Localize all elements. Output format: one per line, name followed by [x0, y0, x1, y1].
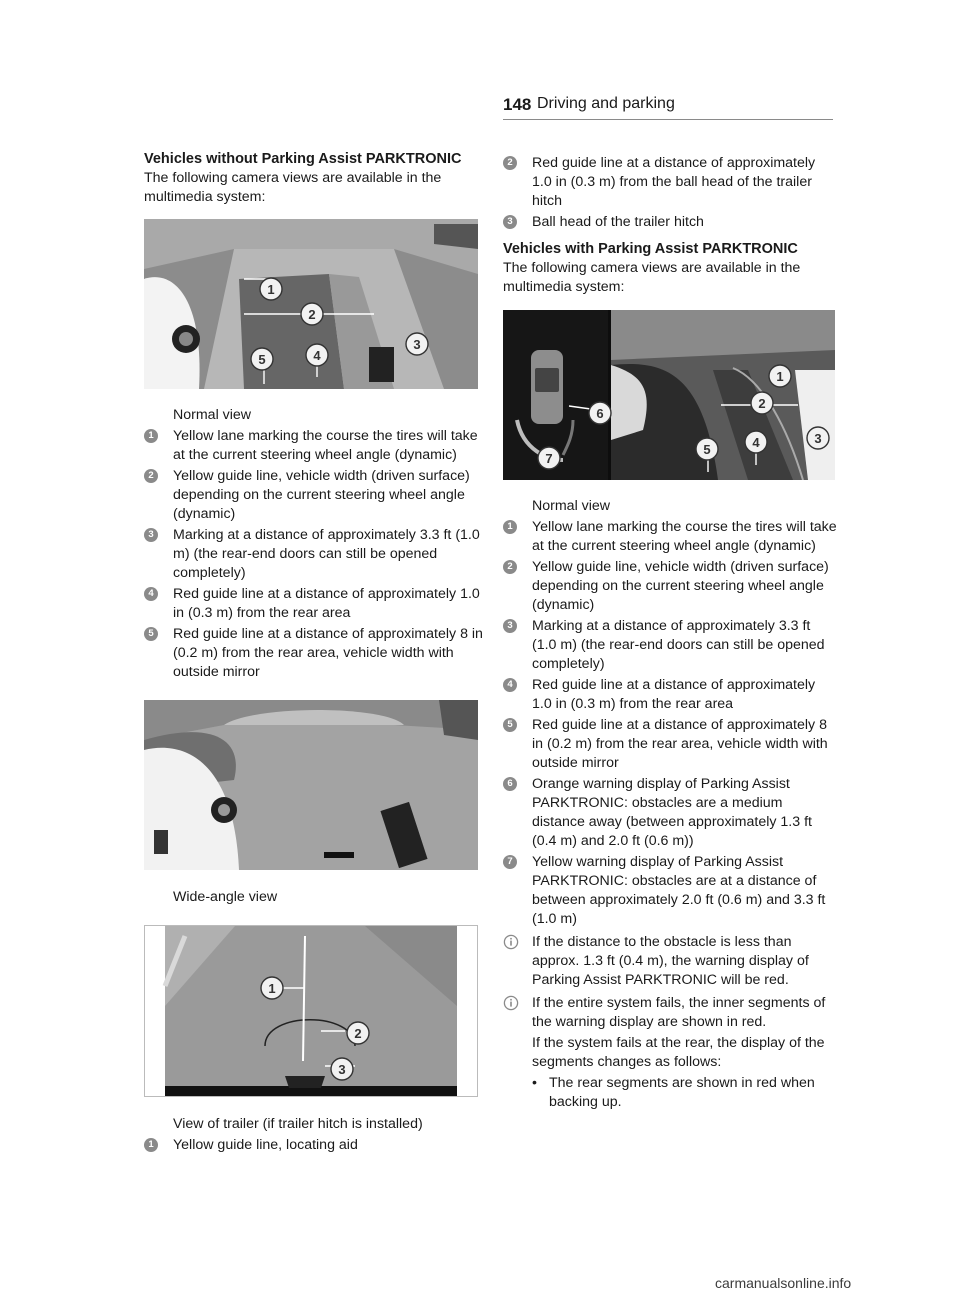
legend-list — [503, 518, 838, 929]
callout-badge — [589, 402, 611, 424]
camera-parktronic-view-image — [503, 310, 835, 480]
callout-badge — [260, 278, 282, 300]
legend-item: 1 Yellow lane marking the course the tires will take at the current steering wheel angle (dynamic) — [503, 518, 838, 556]
camera-normal-view-image — [144, 219, 478, 389]
legend-item: 5 Red guide line at a distance of approximately 8 in (0.2 m) from the rear area, vehicle width with outside mirror — [144, 625, 484, 682]
callout-number: 1 — [503, 520, 517, 534]
callout-number: 6 — [503, 777, 517, 791]
legend-item: 3 Marking at a distance of approximately 3.3 ft (1.0 m) (the rear-end doors can still be opened completely) — [144, 526, 484, 583]
figure-caption: Normal view — [173, 407, 252, 423]
svg-text:3: 3 — [338, 1062, 346, 1077]
watermark-text: carmanualsonline.info — [715, 1275, 852, 1291]
info-icon — [503, 934, 519, 950]
legend-item: 3 Marking at a distance of approximately 3.3 ft (1.0 m) (the rear-end doors can still be opened completely) — [503, 617, 838, 674]
page-number: 148 — [503, 95, 532, 114]
callout-badge — [538, 447, 560, 469]
callout-number: 2 — [503, 560, 517, 574]
legend-item: 1 Yellow lane marking the course the tires will take at the current steering wheel angle (dynamic) — [144, 427, 484, 465]
callout-badge — [251, 348, 273, 370]
figure-caption: View of trailer (if trailer hitch is installed) — [173, 1116, 423, 1132]
callout-badge — [406, 333, 428, 355]
callout-badge — [301, 303, 323, 325]
left-column — [144, 150, 484, 1157]
legend-list — [503, 154, 838, 232]
callout-number: 1 — [144, 429, 158, 443]
callout-number: 5 — [144, 627, 158, 641]
section-heading-without-parktronic: Vehicles without Parking Assist PARKTRONIC — [144, 151, 462, 167]
callout-number: 3 — [503, 619, 517, 633]
svg-text:5: 5 — [258, 352, 266, 367]
camera-trailer-view-image — [144, 925, 478, 1097]
info-note: If the distance to the obstacle is less than approx. 1.3 ft (0.4 m), the warning display of Parking Assist PARKTRONIC will be red. — [503, 933, 838, 990]
callout-badge — [696, 438, 718, 460]
legend-item: 1 Yellow guide line, locating aid — [144, 1136, 484, 1155]
legend-item: 7 Yellow warning display of Parking Assist PARKTRONIC: obstacles are at a distance of between approximately 2.0 ft (0.6 m) and 3.3 ft (1.0 m) — [503, 853, 838, 929]
svg-text:4: 4 — [313, 348, 321, 363]
callout-badge — [306, 344, 328, 366]
callout-badge — [745, 431, 767, 453]
bullet-dot: • — [532, 1075, 537, 1091]
callout-number: 7 — [503, 855, 517, 869]
note-continuation: If the system fails at the rear, the display of the segments changes as follows: — [532, 1035, 825, 1070]
callout-number: 5 — [503, 718, 517, 732]
svg-text:4: 4 — [752, 435, 760, 450]
info-note: If the entire system fails, the inner segments of the warning display are shown in red. — [503, 994, 838, 1032]
legend-item: 5 Red guide line at a distance of approximately 8 in (0.2 m) from the rear area, vehicle width with outside mirror — [503, 716, 838, 773]
callout-badge — [261, 977, 283, 999]
callout-number: 3 — [144, 528, 158, 542]
legend-item: 2 Red guide line at a distance of approximately 1.0 in (0.3 m) from the ball head of the trailer hitch — [503, 154, 838, 211]
callout-badge — [331, 1058, 353, 1080]
callout-number: 1 — [144, 1138, 158, 1152]
svg-text:1: 1 — [267, 282, 275, 297]
figure-caption: Normal view — [532, 498, 611, 514]
svg-text:2: 2 — [354, 1026, 362, 1041]
svg-text:7: 7 — [545, 451, 553, 466]
figure-caption: Wide-angle view — [173, 889, 278, 905]
callout-badge — [769, 365, 791, 387]
callout-badge — [807, 427, 829, 449]
legend-list — [144, 1136, 484, 1155]
intro-text: The following camera views are available in the multimedia system: — [144, 170, 442, 205]
legend-item: 3 Ball head of the trailer hitch — [503, 213, 838, 232]
info-icon — [503, 995, 519, 1011]
svg-text:6: 6 — [596, 406, 604, 421]
svg-text:5: 5 — [703, 442, 711, 457]
callout-number: 4 — [144, 587, 158, 601]
callout-number: 2 — [144, 469, 158, 483]
legend-item: 6 Orange warning display of Parking Assist PARKTRONIC: obstacles are a medium distance away (between approximately 1.3 ft (0.4 m) and 2.0 ft (0.6 m)) — [503, 775, 838, 851]
callout-number: 2 — [503, 156, 517, 170]
svg-text:1: 1 — [776, 369, 784, 384]
section-heading-with-parktronic: Vehicles with Parking Assist PARKTRONIC — [503, 241, 798, 257]
right-column — [503, 150, 838, 1112]
callout-number: 3 — [503, 215, 517, 229]
svg-text:3: 3 — [814, 431, 822, 446]
bullet-item: • The rear segments are shown in red when backing up. — [532, 1075, 815, 1110]
callout-badge — [347, 1022, 369, 1044]
legend-item: 2 Yellow guide line, vehicle width (driven surface) depending on the current steering wheel angle (dynamic) — [503, 558, 838, 615]
section-title: Driving and parking — [537, 95, 675, 112]
svg-text:2: 2 — [308, 307, 316, 322]
legend-item: 2 Yellow guide line, vehicle width (driven surface) depending on the current steering wheel angle (dynamic) — [144, 467, 484, 524]
page-header — [503, 95, 833, 120]
camera-wide-angle-view-image — [144, 700, 478, 870]
legend-item: 4 Red guide line at a distance of approximately 1.0 in (0.3 m) from the rear area — [144, 585, 484, 623]
legend-item: 4 Red guide line at a distance of approximately 1.0 in (0.3 m) from the rear area — [503, 676, 838, 714]
svg-text:3: 3 — [413, 337, 421, 352]
callout-badge — [751, 392, 773, 414]
legend-list — [144, 427, 484, 682]
svg-text:2: 2 — [758, 396, 766, 411]
callout-number: 4 — [503, 678, 517, 692]
intro-text: The following camera views are available in the multimedia system: — [503, 260, 801, 295]
svg-text:1: 1 — [268, 981, 276, 996]
